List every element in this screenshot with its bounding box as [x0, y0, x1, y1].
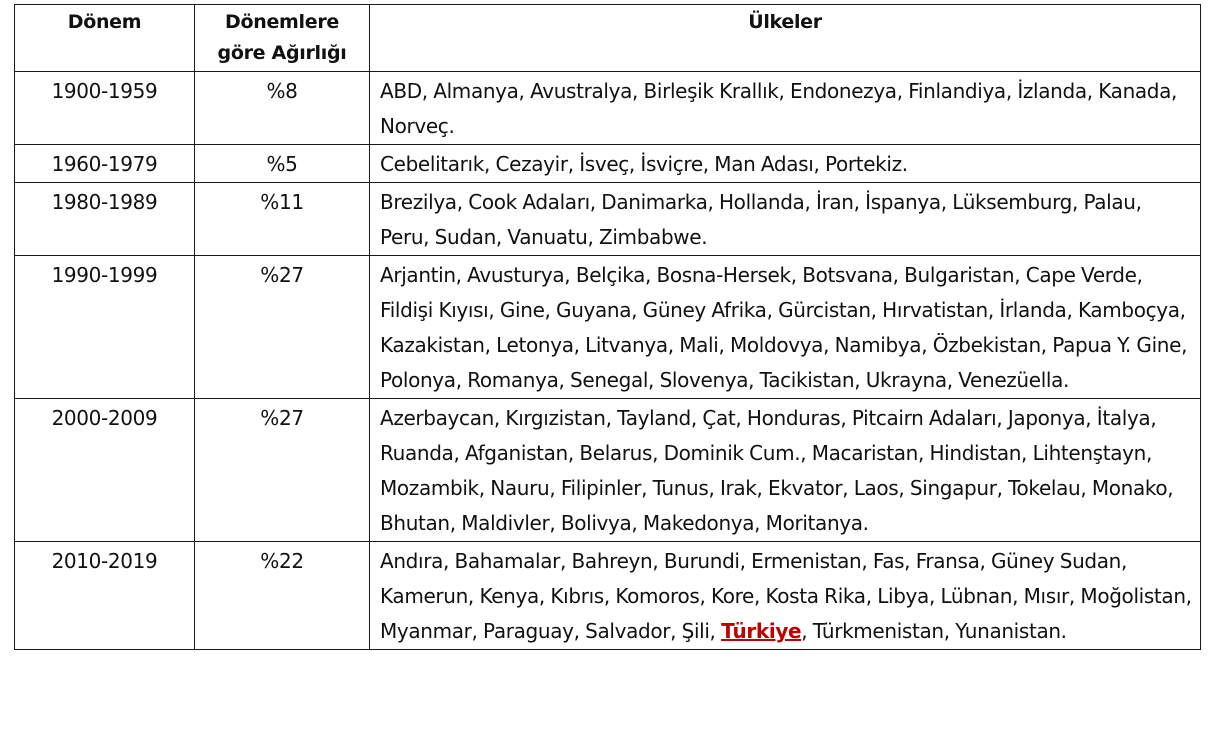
weight-cell: %27 [195, 399, 370, 542]
weight-cell: %5 [195, 145, 370, 183]
period-cell: 2010-2019 [15, 542, 195, 650]
period-cell: 1960-1979 [15, 145, 195, 183]
table-row [15, 72, 1201, 145]
table-row [15, 542, 1201, 650]
weight-cell: %11 [195, 183, 370, 256]
period-cell: 1900-1959 [15, 72, 195, 145]
table-row [15, 399, 1201, 542]
table-container [14, 4, 1201, 650]
weight-cell: %8 [195, 72, 370, 145]
header-weight [195, 5, 370, 72]
table-row [15, 145, 1201, 183]
countries-cell: Brezilya, Cook Adaları, Danimarka, Hollanda, İran, İspanya, Lüksemburg, Palau, Peru, Sudan, Vanuatu, Zimbabwe. [370, 183, 1201, 256]
table-row [15, 256, 1201, 399]
weight-cell: %22 [195, 542, 370, 650]
countries-text-before: Andıra, Bahamalar, Bahreyn, Burundi, Ermenistan, Fas, Fransa, Güney Sudan, Kamerun, Kenya, Kıbrıs, Komoros, Kore, Kosta Rika, Libya, Lübnan, Mısır, Moğolistan, Myanmar, Paraguay, Salvador, Şili, [380, 549, 1192, 643]
countries-cell [370, 542, 1201, 650]
countries-text-after: , Türkmenistan, Yunanistan. [801, 619, 1067, 643]
period-cell: 2000-2009 [15, 399, 195, 542]
weight-cell: %27 [195, 256, 370, 399]
countries-cell: Azerbaycan, Kırgızistan, Tayland, Çat, Honduras, Pitcairn Adaları, Japonya, İtalya, Ruanda, Afganistan, Belarus, Dominik Cum., Macaristan, Hindistan, Lihtenştayn, Mozambik, Nauru, Filipinler, Tunus, Irak, Ekvator, Laos, Singapur, Tokelau, Monako, Bhutan, Maldivler, Bolivya, Makedonya, Moritanya. [370, 399, 1201, 542]
header-countries: Ülkeler [370, 5, 1201, 72]
period-cell: 1990-1999 [15, 256, 195, 399]
turkiye-highlight[interactable]: Türkiye [721, 619, 802, 643]
countries-cell: ABD, Almanya, Avustralya, Birleşik Krallık, Endonezya, Finlandiya, İzlanda, Kanada, Norveç. [370, 72, 1201, 145]
header-weight-line1: Dönemlere [225, 11, 339, 33]
table-row [15, 183, 1201, 256]
countries-cell: Cebelitarık, Cezayir, İsveç, İsviçre, Man Adası, Portekiz. [370, 145, 1201, 183]
header-row [15, 5, 1201, 72]
countries-cell: Arjantin, Avusturya, Belçika, Bosna-Hersek, Botsvana, Bulgaristan, Cape Verde, Fildişi Kıyısı, Gine, Guyana, Güney Afrika, Gürcistan, Hırvatistan, İrlanda, Kamboçya, Kazakistan, Letonya, Litvanya, Mali, Moldovya, Namibya, Özbekistan, Papua Y. Gine, Polonya, Romanya, Senegal, Slovenya, Tacikistan, Ukrayna, Venezüella. [370, 256, 1201, 399]
header-weight-line2: göre Ağırlığı [217, 42, 347, 64]
header-period: Dönem [15, 5, 195, 72]
period-cell: 1980-1989 [15, 183, 195, 256]
country-period-table [14, 4, 1201, 650]
